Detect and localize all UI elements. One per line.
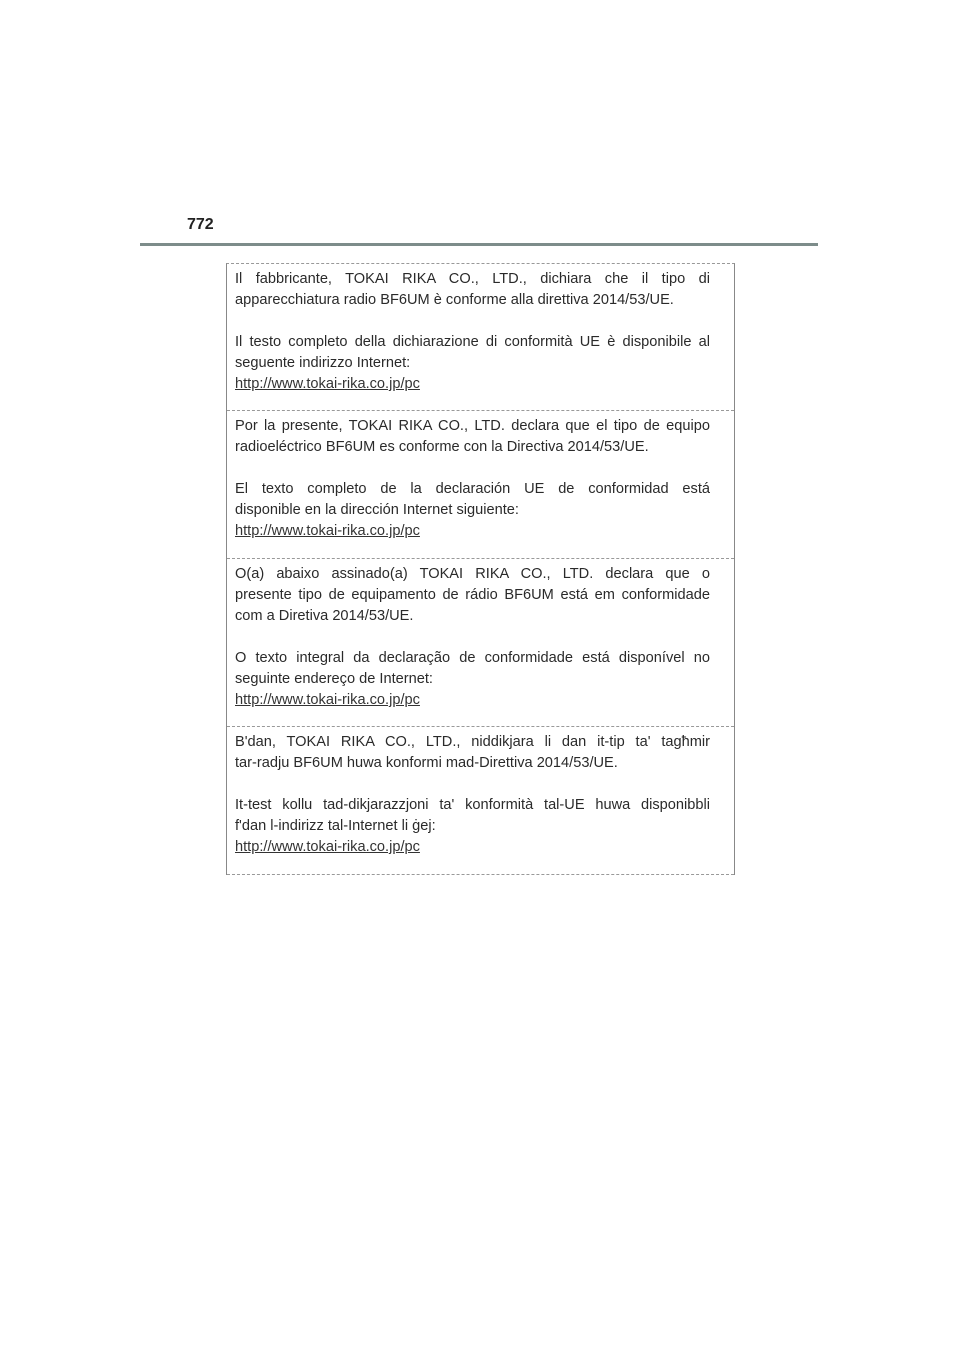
- declaration-paragraph: [235, 648, 710, 690]
- declaration-paragraph: [235, 332, 710, 374]
- text-line: El texto completo de la declaración UE de conformidad está: [235, 481, 710, 497]
- page-number: 772: [187, 216, 214, 233]
- text-line: Il fabbricante, TOKAI RIKA CO., LTD., dichiara che il tipo di: [235, 271, 710, 287]
- declaration-paragraph: [235, 795, 710, 837]
- text-line: O texto integral da declaração de conformidade está disponível no: [235, 650, 710, 666]
- declaration-paragraph: [235, 479, 710, 521]
- text-line: f'dan l-indirizz tal-Internet li ġej:: [235, 818, 436, 834]
- text-line: com a Diretiva 2014/53/UE.: [235, 608, 414, 624]
- declaration-url-link[interactable]: http://www.tokai-rika.co.jp/pc: [235, 839, 420, 855]
- declaration-section: [227, 727, 734, 875]
- declaration-section: [227, 411, 734, 559]
- declaration-box: [226, 263, 735, 875]
- text-line: tar-radju BF6UM huwa konformi mad-Direttiva 2014/53/UE.: [235, 755, 618, 771]
- text-line: apparecchiatura radio BF6UM è conforme alla direttiva 2014/53/UE.: [235, 292, 674, 308]
- declaration-url-link[interactable]: http://www.tokai-rika.co.jp/pc: [235, 523, 420, 539]
- text-line: Por la presente, TOKAI RIKA CO., LTD. declara que el tipo de equipo: [235, 418, 710, 434]
- text-line: seguente indirizzo Internet:: [235, 355, 411, 371]
- text-line: B'dan, TOKAI RIKA CO., LTD., niddikjara li dan it-tip ta' tagħmir: [235, 734, 710, 750]
- declaration-url-link[interactable]: http://www.tokai-rika.co.jp/pc: [235, 376, 420, 392]
- declaration-paragraph: [235, 416, 710, 458]
- declaration-section: [227, 264, 734, 411]
- text-line: presente tipo de equipamento de rádio BF6UM está em conformidade: [235, 587, 710, 603]
- declaration-paragraph: [235, 732, 710, 774]
- text-line: O(a) abaixo assinado(a) TOKAI RIKA CO., LTD. declara que o: [235, 566, 710, 582]
- declaration-paragraph: [235, 269, 710, 311]
- declaration-section: [227, 559, 734, 727]
- text-line: Il testo completo della dichiarazione di conformità UE è disponibile al: [235, 334, 710, 350]
- declaration-url-link[interactable]: http://www.tokai-rika.co.jp/pc: [235, 692, 420, 708]
- declaration-paragraph: [235, 564, 710, 627]
- header-rule: [140, 243, 818, 246]
- text-line: disponible en la dirección Internet siguiente:: [235, 502, 519, 518]
- text-line: radioeléctrico BF6UM es conforme con la Directiva 2014/53/UE.: [235, 439, 649, 455]
- text-line: seguinte endereço de Internet:: [235, 671, 433, 687]
- text-line: It-test kollu tad-dikjarazzjoni ta' konformità tal-UE huwa disponibbli: [235, 797, 710, 813]
